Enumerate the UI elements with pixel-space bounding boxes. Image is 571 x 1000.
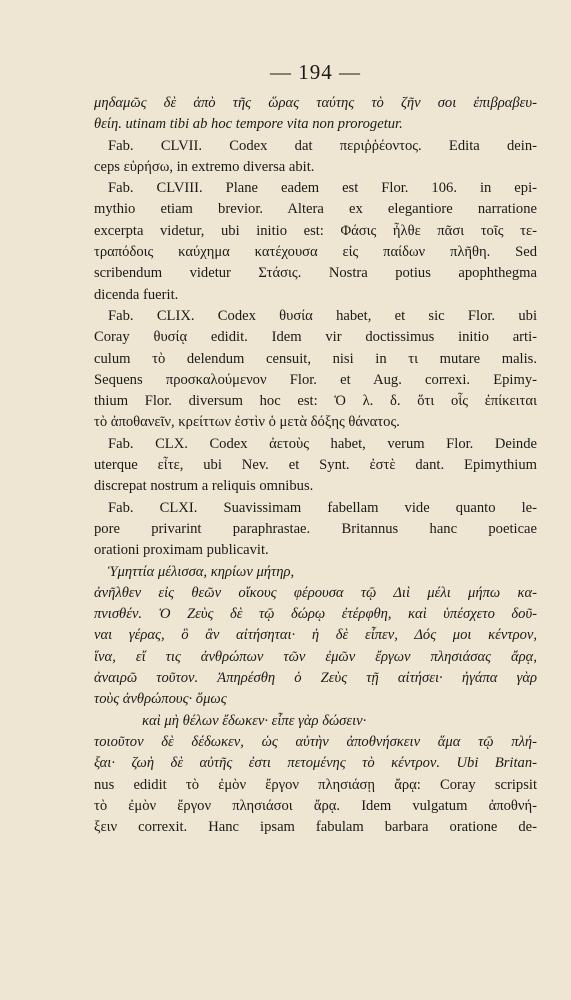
text-line: pore privarint paraphrastae. Britannus hanc poeticae: [94, 520, 537, 537]
text-line: τοιοῦτον δὲ δέδωκεν, ὡς αὐτὴν ἀποθνήσκειν ἅμα τῷ πλή-: [94, 733, 537, 750]
text-line: ἵνα, εἴ τις ἀνθρώπων τῶν ἐμῶν ἔργων πλησιάσας ἄρᾳ,: [94, 648, 537, 665]
text-line: thium Flor. diversum hoc est: Ὁ λ. δ. ὅτι οἷς ἐπίκειται: [94, 393, 537, 410]
text-line: uterque εἶτε, ubi Nev. et Synt. ἐστὲ dant. Epimythium: [94, 457, 537, 474]
text-line: dicenda fuerit.: [94, 286, 179, 303]
body-text: [94, 93, 537, 838]
text-line: Fab. CLIX. Codex θυσία habet, et sic Flor. ubi: [108, 307, 537, 324]
text-line: τὸ ἀποθανεῖν, κρείττων ἐστὶν ὁ μετὰ δόξης θάνατος.: [94, 414, 400, 431]
text-line: Ὑμηττία μέλισσα, κηρίων μήτηρ,: [108, 563, 295, 580]
text-line: excerpta videtur, ubi initio est: Φάσις ἦλθε πᾶσι τοῖς τε-: [94, 222, 537, 239]
text-line: Fab. CLXI. Suavissimam fabellam vide quanto le-: [108, 499, 537, 516]
text-line: ἀναιρῶ τοῦτον. Ἀπηρέσθη ὁ Ζεὺς τῇ αἰτήσει· ἠγάπα γὰρ: [94, 670, 537, 687]
text-line: Fab. CLX. Codex ἀετοὺς habet, verum Flor. Deinde: [108, 435, 537, 452]
text-line: ἀνῆλθεν εἰς θεῶν οἴκους φέρουσα τῷ Διὶ μέλι μήπω κα-: [94, 584, 537, 601]
text-line: Fab. CLVIII. Plane eadem est Flor. 106. in epi-: [108, 180, 537, 197]
text-line: Coray θυσίᾳ edidit. Idem vir doctissimus initio arti-: [94, 329, 537, 346]
text-line: ceps εὑρήσω, in extremo diversa abit.: [94, 158, 315, 175]
text-line: Fab. CLVII. Codex dat περιῤῥέοντος. Edita dein-: [108, 137, 537, 154]
text-line: orationi proximam publicavit.: [94, 542, 269, 559]
text-line: ναι γέρας, ὃ ἂν αἰτήσηται· ἡ δὲ εἶπεν, Δός μοι κέντρον,: [94, 627, 537, 644]
text-line: τὸ ἐμὸν ἔργον πλησιάσοι ἄρᾳ. Idem vulgatum ἀποθνή-: [94, 797, 537, 814]
text-line: πνισθέν. Ὁ Ζεὺς δὲ τῷ δώρῳ ἐτέρφθη, καὶ ὑπέσχετο δοῦ-: [94, 606, 537, 623]
text-line: καὶ μὴ θέλων ἔδωκεν· εἶπε γὰρ δώσειν·: [142, 712, 367, 729]
text-line: μηδαμῶς δὲ ἀπὸ τῆς ὥρας ταύτης τὸ ζῆν σοι ἐπιβραβευ-: [94, 95, 537, 111]
text-line: scribendum videtur Στάσις. Nostra potius apophthegma: [94, 265, 537, 282]
text-line: discrepat nostrum a reliquis omnibus.: [94, 478, 314, 495]
text-line: Sequens προσκαλούμενον Flor. et Aug. correxi. Epimy-: [94, 371, 537, 388]
text-line: τοὺς ἀνθρώπους· ὅμως: [94, 691, 227, 708]
page-number-header: — 194 —: [270, 60, 361, 84]
text-line: mythio etiam brevior. Altera ex elegantiore narratione: [94, 201, 537, 218]
text-line: τραπόδοις καύχημα κατέχουσα εἰς παίδων πλῆθη. Sed: [94, 244, 537, 261]
text-line: culum τὸ delendum censuit, nisi in τι mutare malis.: [94, 350, 537, 367]
text-line: θείη. utinam tibi ab hoc tempore vita non prorogetur.: [94, 116, 403, 133]
text-line: ξειν correxit. Hanc ipsam fabulam barbara oratione de-: [94, 819, 537, 836]
text-line: ξαι· ζωὴ δὲ αὐτῆς ἐστι πετομένης τὸ κέντρον. Ubi Britan-: [94, 755, 537, 772]
text-line: nus edidit τὸ ἐμὸν ἔργον πλησιάσῃ ἄρᾳ: Coray scripsit: [94, 776, 537, 793]
